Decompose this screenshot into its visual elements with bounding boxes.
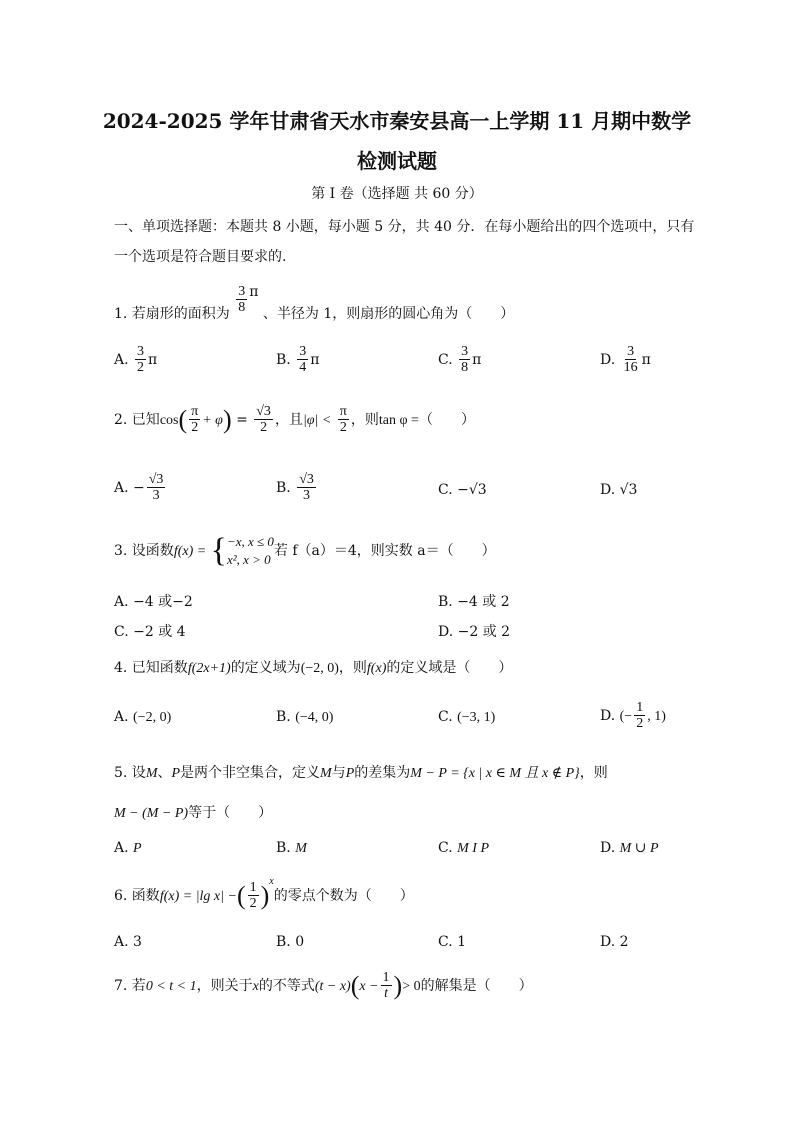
option-label: D.	[600, 707, 616, 724]
q3-option-d[interactable]	[438, 621, 510, 641]
frac-den: 2	[339, 420, 347, 436]
q4-option-b[interactable]	[276, 709, 333, 726]
q3-option-a[interactable]	[114, 591, 193, 611]
question-4	[114, 657, 512, 677]
option-label: D.	[600, 482, 616, 498]
q2-prefix: 2. 已知	[114, 411, 160, 428]
q7-expr3: > 0	[402, 978, 421, 994]
q2-tan: tan φ =	[378, 412, 419, 428]
q7-condition: 0 < t < 1	[145, 978, 197, 994]
option-text-post: , 1)	[647, 708, 666, 724]
option-text: 1	[457, 934, 467, 950]
frac-den: 2	[636, 716, 644, 732]
option-label: C.	[438, 351, 453, 368]
frac-num: 3	[299, 344, 307, 359]
question-2: 2. 已知cos( $\frac{\pi}{2}$ + φ) = $\frac{√3}{2}$ ，且|φ| < $\frac{\pi}{2}$ ，则tan φ =（ ）	[114, 404, 475, 436]
q5-tail: ，则	[579, 765, 608, 781]
q4-mid1: 的定义域为	[230, 660, 301, 676]
option-label: C.	[438, 482, 453, 498]
q2-option-a[interactable]	[114, 472, 167, 504]
q5-option-c[interactable]	[438, 840, 489, 857]
pi: π	[310, 351, 320, 368]
frac-num: √3	[256, 404, 271, 419]
part1-intro-line1: 一、单项选择题：本题共 8 小题，每小题 5 分，共 40 分．在每小题给出的四个选项中，只有	[114, 219, 695, 235]
option-label: B.	[276, 351, 291, 368]
pi: π	[472, 351, 482, 368]
q3-suffix: 若 f（a）＝4，则实数 a＝（ ）	[273, 543, 496, 559]
option-label: D.	[600, 934, 616, 950]
q6-prefix: 6. 函数	[114, 887, 160, 904]
q2-eq: =	[236, 411, 248, 428]
option-label: A.	[114, 840, 129, 856]
q6-option-d[interactable]	[600, 934, 629, 950]
option-text: −2 或 2	[457, 624, 511, 640]
frac-num: 1	[636, 700, 644, 715]
option-text: (−2, 0)	[133, 710, 172, 725]
option-label: C.	[438, 934, 453, 950]
option-text: −√3	[457, 482, 487, 498]
q5-definition: M − P = {x | x ∈ M 且 x ∉ P}	[410, 766, 580, 781]
exam-title-line2: 检测试题	[357, 149, 437, 173]
frac-num: 1	[382, 970, 390, 985]
frac-den: 2	[137, 360, 145, 376]
q2-tail: （ ）	[418, 411, 475, 428]
q5-option-a[interactable]	[114, 840, 142, 857]
q5-mid: 是两个非空集合，定义	[180, 765, 321, 781]
q2-plus-phi: + φ	[202, 412, 223, 428]
q4-f2: f(x)	[366, 661, 387, 676]
q7-suffix: 的解集是（ ）	[420, 977, 533, 994]
option-label: B.	[276, 479, 291, 496]
q1-option-d[interactable]	[600, 344, 651, 376]
option-text: M I P	[457, 841, 490, 856]
option-text: −2 或 4	[133, 624, 186, 640]
q7-prefix: 7. 若	[114, 977, 146, 994]
frac-num: 3	[137, 344, 145, 359]
option-label: D.	[438, 624, 454, 640]
q4-mid2: ，则	[338, 660, 367, 676]
frac-den: 2	[260, 420, 268, 436]
question-5-line2	[114, 802, 272, 822]
option-text: −4 或 2	[457, 594, 510, 610]
option-label: A.	[114, 351, 129, 368]
q5-option-d[interactable]	[600, 840, 659, 857]
q5-line2-tail: 等于（ ）	[188, 805, 273, 821]
q5-prefix: 5. 设	[114, 765, 146, 781]
q1-frac-num: 3	[238, 284, 246, 299]
q4-option-d[interactable]	[600, 700, 666, 732]
q4-domain: (−2, 0)	[300, 661, 339, 676]
q3-fx: f(x) =	[173, 544, 207, 559]
question-3	[114, 532, 496, 570]
q2-abs-phi: |φ| <	[302, 412, 332, 428]
option-label: A.	[114, 594, 129, 610]
q2-option-b[interactable]	[276, 472, 318, 504]
option-label: D.	[600, 840, 616, 856]
q4-option-a[interactable]	[114, 709, 171, 726]
option-label: C.	[438, 709, 453, 725]
q5-option-b[interactable]	[276, 840, 307, 857]
q7-expr1: (t − x)	[314, 978, 351, 994]
q4-suffix: 的定义域是（ ）	[386, 660, 513, 676]
q5-mid2: 的差集为	[354, 765, 411, 781]
q3-case1: −x, x ≤ 0	[226, 533, 274, 549]
q3-option-c[interactable]	[114, 621, 186, 641]
q1-fraction	[236, 284, 247, 316]
q5-expr: M − (M − P)	[114, 806, 189, 821]
frac-den: 16	[623, 360, 638, 376]
option-text: −4 或−2	[133, 594, 193, 610]
option-sign: −	[133, 479, 145, 496]
frac-num: 3	[461, 344, 469, 359]
option-text: √3	[619, 482, 638, 498]
pi: π	[148, 351, 158, 368]
frac-den: 2	[191, 420, 199, 436]
option-label: B.	[276, 934, 291, 950]
q6-exponent: x	[269, 876, 274, 888]
question-5-line1	[114, 762, 608, 782]
frac-num: √3	[148, 472, 164, 487]
frac-num: π	[339, 404, 347, 419]
q2-mid: ，且	[274, 411, 303, 428]
q2-option-d[interactable]	[600, 482, 637, 498]
option-text-pre: (−	[619, 708, 633, 724]
pi: π	[641, 351, 651, 368]
frac-num: 1	[249, 880, 257, 895]
q1-prefix: 1. 若扇形的面积为	[114, 305, 230, 322]
q2-then: ，则	[350, 411, 379, 428]
option-text: M ∪ P	[619, 841, 659, 856]
frac-den: t	[384, 986, 388, 1002]
q5-p: P	[171, 766, 181, 781]
option-label: D.	[600, 351, 616, 368]
section-header: 第 I 卷（选择题 共 60 分）	[311, 186, 483, 202]
q4-f1: f(2x+1)	[187, 661, 231, 676]
q4-prefix: 4. 已知函数	[114, 660, 188, 676]
q5-m2: M	[320, 766, 332, 781]
option-text: (−3, 1)	[457, 710, 496, 725]
exam-title-line1: 2024-2025 学年甘肃省天水市秦安县高一上学期 11 月期中数学	[102, 109, 692, 133]
frac-den: 3	[152, 488, 160, 504]
frac-num: π	[191, 404, 199, 419]
question-1	[114, 283, 515, 330]
option-text: 2	[619, 934, 629, 950]
q1-option-a[interactable]	[114, 344, 157, 376]
option-label: B.	[276, 709, 291, 725]
option-text: P	[133, 841, 142, 856]
option-label: B.	[276, 840, 291, 856]
question-7: 7. 若0 < t < 1，则关于x的不等式(t − x)(x − $\frac{1}{t}$ )> 0的解集是（ ）	[114, 970, 533, 1002]
q5-yu: 与	[331, 765, 346, 781]
q6-suffix: 的零点个数为（ ）	[273, 887, 414, 904]
q6-option-c[interactable]	[438, 934, 466, 950]
option-label: A.	[114, 709, 129, 725]
option-label: C.	[114, 624, 129, 640]
frac-num: 3	[627, 344, 635, 359]
part1-intro-line2: 一个选项是符合题目要求的.	[114, 249, 287, 265]
option-label: A.	[114, 479, 129, 496]
q1-option-c[interactable]	[438, 344, 481, 376]
option-label: A.	[114, 934, 129, 950]
option-text: M	[295, 841, 307, 856]
q1-frac-den: 8	[238, 300, 246, 316]
q1-option-b[interactable]	[276, 344, 319, 376]
q1-suffix: 、半径为 1，则扇形的圆心角为（ ）	[262, 305, 515, 322]
q2-cos: cos	[159, 412, 179, 428]
frac-den: 2	[249, 896, 257, 912]
frac-den: 8	[461, 360, 469, 376]
q6-option-b[interactable]	[276, 934, 304, 950]
option-text: (−4, 0)	[295, 710, 334, 725]
frac-den: 4	[299, 360, 307, 376]
q7-expr2: x −	[359, 978, 379, 994]
q4-option-c[interactable]	[438, 709, 495, 726]
q3-piecewise: { −x, x ≤ 0 x², x > 0	[210, 532, 274, 569]
q3-option-b[interactable]	[438, 591, 510, 611]
q7-mid2: 的不等式	[258, 977, 315, 994]
option-label: C.	[438, 840, 453, 856]
q5-p2: P	[345, 766, 355, 781]
question-6: 6. 函数f(x) = |lg x| −( $\frac{1}{2}$ )$^x$的零点个数为（ ）	[114, 876, 414, 912]
option-text: 3	[133, 934, 142, 950]
option-text: 0	[295, 934, 305, 950]
option-label: B.	[438, 594, 453, 610]
q6-fx: f(x) = |lg x| −	[159, 888, 237, 904]
q7-x: x	[252, 978, 259, 994]
q5-m: M	[145, 766, 158, 781]
q2-option-c[interactable]	[438, 482, 487, 498]
q7-mid: ，则关于	[196, 977, 253, 994]
q3-prefix: 3. 设函数	[114, 543, 174, 559]
q3-case2: x², x > 0	[226, 552, 271, 567]
frac-num: √3	[299, 472, 314, 487]
q5-sep: 、	[157, 765, 172, 781]
frac-den: 3	[303, 488, 311, 504]
q6-option-a[interactable]	[114, 934, 142, 950]
q1-pi: π	[249, 283, 259, 300]
